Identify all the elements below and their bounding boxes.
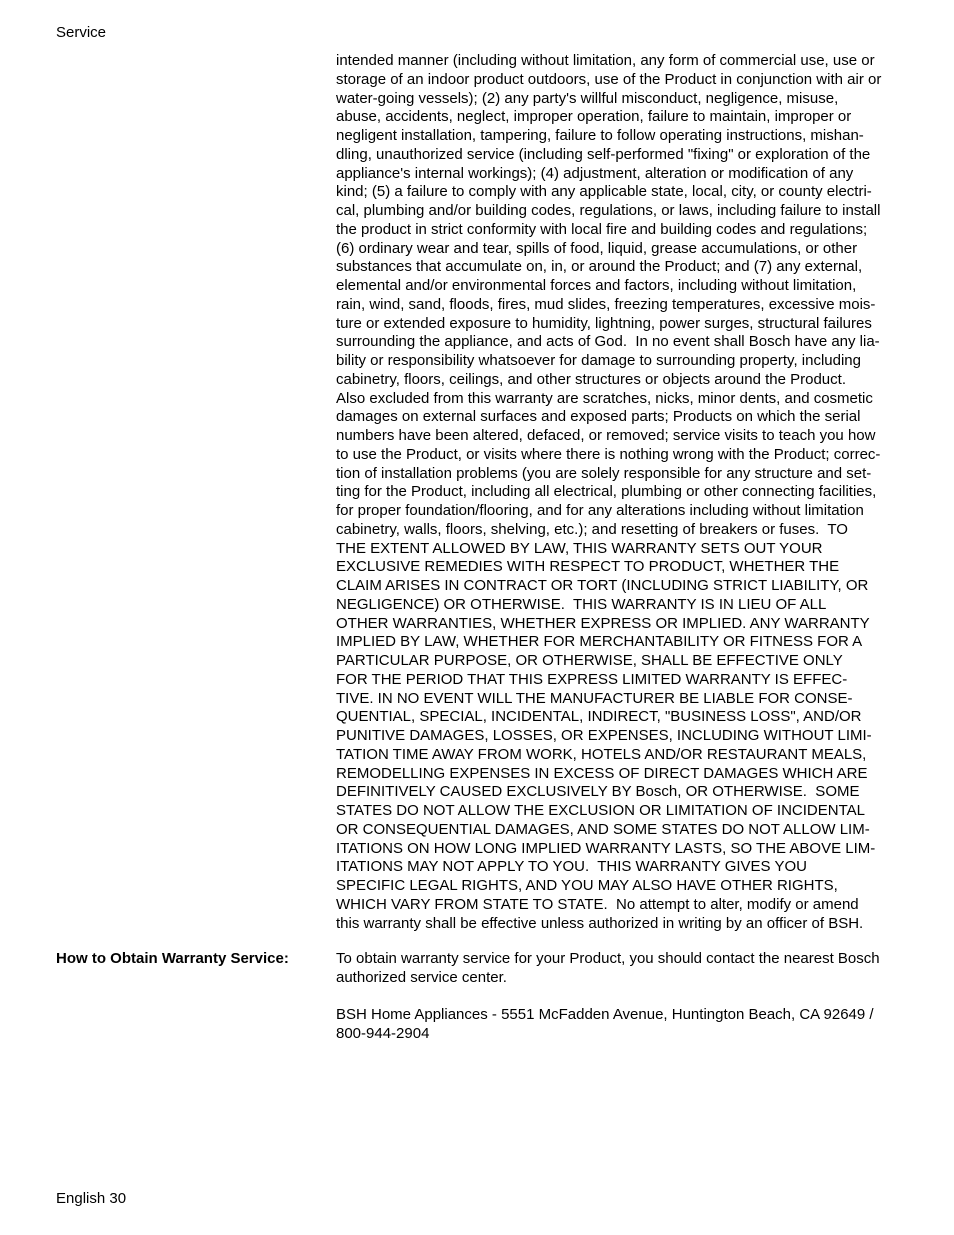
text-line: OR CONSEQUENTIAL DAMAGES, AND SOME STATES DO NOT ALLOW LIM-	[336, 820, 870, 838]
service-contact-paragraph	[336, 950, 906, 988]
text-line: PUNITIVE DAMAGES, LOSSES, OR EXPENSES, INCLUDING WITHOUT LIMI-	[336, 727, 872, 744]
text-line: 800-944-2904	[336, 1025, 430, 1042]
text-line: Also excluded from this warranty are scratches, nicks, minor dents, and cosmetic	[336, 389, 873, 407]
text-line: dling, unauthorized service (including self-performed "fixing" or exploration of the	[336, 145, 871, 163]
text-line: negligent installation, tampering, failure to follow operating instructions, mishan-	[336, 127, 864, 144]
text-line: surrounding the appliance, and acts of God. In no event shall Bosch have any lia-	[336, 333, 880, 351]
text-line: elemental and/or environmental forces and factors, including without limitation,	[336, 277, 857, 294]
text-line: substances that accumulate on, in, or around the Product; and (7) any external,	[336, 258, 863, 276]
text-line: DEFINITIVELY CAUSED EXCLUSIVELY BY Bosch, OR OTHERWISE. SOME	[336, 783, 860, 801]
text-line: bility or responsibility whatsoever for damage to surrounding property, including	[336, 352, 861, 369]
text-line: to use the Product, or visits where there is nothing wrong with the Product; correc-	[336, 445, 881, 463]
text-line: To obtain warranty service for your Product, you should contact the nearest Bosch	[336, 950, 880, 967]
text-line: for proper foundation/flooring, and for any alterations including without limitation	[336, 502, 864, 519]
text-line: TATION TIME AWAY FROM WORK, HOTELS AND/OR RESTAURANT MEALS,	[336, 745, 867, 763]
text-line: ting for the Product, including all electrical, plumbing or other connecting facilities,	[336, 483, 877, 501]
text-line: cal, plumbing and/or building codes, regulations, or laws, including failure to install	[336, 202, 881, 219]
text-line: ture or extended exposure to humidity, lightning, power surges, structural failures	[336, 314, 872, 332]
section-header: Service	[56, 24, 107, 41]
page-footer: English 30	[56, 1190, 127, 1207]
text-line: tion of installation problems (you are solely responsible for any structure and set-	[336, 464, 872, 482]
text-line: WHICH VARY FROM STATE TO STATE. No attempt to alter, modify or amend	[336, 895, 859, 913]
text-line: intended manner (including without limitation, any form of commercial use, use or	[336, 52, 875, 69]
obtain-warranty-service-text	[336, 950, 906, 1044]
text-line: authorized service center.	[336, 968, 507, 986]
text-line: rain, wind, sand, floods, fires, mud slides, freezing temperatures, excessive mois-	[336, 295, 876, 313]
obtain-warranty-service-heading: How to Obtain Warranty Service:	[56, 950, 289, 967]
text-line: THE EXTENT ALLOWED BY LAW, THIS WARRANTY SETS OUT YOUR	[336, 539, 823, 557]
text-line: FOR THE PERIOD THAT THIS EXPRESS LIMITED WARRANTY IS EFFEC-	[336, 670, 848, 688]
text-line: STATES DO NOT ALLOW THE EXCLUSION OR LIMITATION OF INCIDENTAL	[336, 802, 865, 819]
text-line: CLAIM ARISES IN CONTRACT OR TORT (INCLUDING STRICT LIABILITY, OR	[336, 577, 869, 594]
text-line: cabinetry, walls, floors, shelving, etc.); and resetting of breakers or fuses. TO	[336, 520, 848, 538]
paragraph-spacer	[336, 988, 906, 1007]
text-line: (6) ordinary wear and tear, spills of food, liquid, grease accumulations, or other	[336, 239, 858, 257]
warranty-exclusions-text	[336, 52, 906, 933]
text-line: SPECIFIC LEGAL RIGHTS, AND YOU MAY ALSO HAVE OTHER RIGHTS,	[336, 877, 838, 894]
text-line: the product in strict conformity with local fire and building codes and regulations;	[336, 220, 868, 238]
text-line: damages on external surfaces and exposed parts; Products on which the serial	[336, 408, 861, 426]
text-line: QUENTIAL, SPECIAL, INCIDENTAL, INDIRECT, "BUSINESS LOSS", AND/OR	[336, 708, 862, 726]
text-line: EXCLUSIVE REMEDIES WITH RESPECT TO PRODUCT, WHETHER THE	[336, 558, 840, 576]
text-line: ITATIONS MAY NOT APPLY TO YOU. THIS WARRANTY GIVES YOU	[336, 858, 807, 876]
text-line: NEGLIGENCE) OR OTHERWISE. THIS WARRANTY IS IN LIEU OF ALL	[336, 595, 827, 613]
text-line: appliance's internal workings); (4) adjustment, alteration or modification of any	[336, 164, 854, 182]
text-line: PARTICULAR PURPOSE, OR OTHERWISE, SHALL BE EFFECTIVE ONLY	[336, 652, 843, 669]
text-line: numbers have been altered, defaced, or removed; service visits to teach you how	[336, 427, 876, 444]
text-line: water-going vessels); (2) any party's willful misconduct, negligence, misuse,	[336, 89, 839, 107]
text-line: TIVE. IN NO EVENT WILL THE MANUFACTURER BE LIABLE FOR CONSE-	[336, 689, 853, 707]
text-line: cabinetry, floors, ceilings, and other structures or objects around the Product.	[336, 370, 846, 388]
text-line: kind; (5) a failure to comply with any applicable state, local, city, or county electri-	[336, 183, 872, 201]
text-line: ITATIONS ON HOW LONG IMPLIED WARRANTY LASTS, SO THE ABOVE LIM-	[336, 839, 876, 857]
text-line: BSH Home Appliances - 5551 McFadden Avenue, Huntington Beach, CA 92649 /	[336, 1006, 874, 1024]
service-address-paragraph	[336, 1006, 906, 1044]
text-line: OTHER WARRANTIES, WHETHER EXPRESS OR IMPLIED. ANY WARRANTY	[336, 614, 870, 632]
text-line: IMPLIED BY LAW, WHETHER FOR MERCHANTABILITY OR FITNESS FOR A	[336, 633, 863, 651]
text-line: REMODELLING EXPENSES IN EXCESS OF DIRECT DAMAGES WHICH ARE	[336, 764, 868, 782]
text-line: abuse, accidents, neglect, improper operation, failure to maintain, improper or	[336, 108, 852, 126]
text-line: this warranty shall be effective unless authorized in writing by an officer of BSH.	[336, 914, 864, 932]
text-line: storage of an indoor product outdoors, use of the Product in conjunction with air or	[336, 70, 882, 88]
